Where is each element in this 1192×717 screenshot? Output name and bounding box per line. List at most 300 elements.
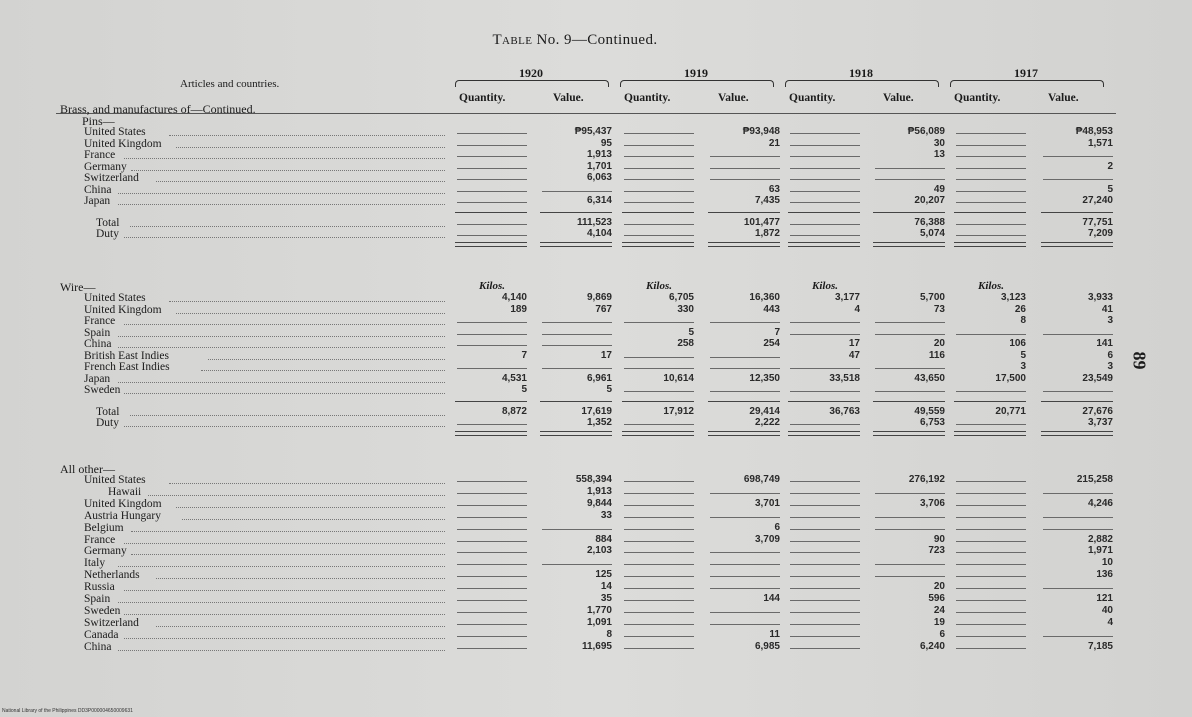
empty-dash — [624, 612, 694, 613]
cell-value: 9,869 — [586, 292, 612, 303]
empty-dash — [790, 224, 860, 225]
empty-dash — [457, 156, 527, 157]
row-label: United States — [84, 126, 146, 138]
table-row — [0, 486, 1192, 498]
cell-value: 6,961 — [586, 372, 612, 384]
empty-dash — [790, 552, 860, 553]
empty-dash — [624, 168, 694, 169]
cell-value: 5 — [688, 326, 694, 338]
cell-value: 20 — [933, 581, 945, 593]
empty-dash — [542, 564, 612, 565]
row-label: Total — [96, 405, 120, 418]
double-rule — [873, 431, 945, 436]
empty-dash — [624, 529, 694, 530]
row-label: Switzerland — [84, 616, 139, 629]
empty-dash — [790, 636, 860, 637]
table-row — [0, 522, 1192, 534]
double-rule — [788, 242, 860, 247]
leader-dots — [201, 370, 445, 371]
row-label: United States — [84, 474, 146, 486]
year-brace — [455, 80, 609, 87]
empty-dash — [956, 564, 1026, 565]
cell-value: 30 — [933, 137, 945, 149]
cell-value: 2,103 — [586, 545, 612, 557]
cell-value: 5 — [1020, 349, 1026, 361]
empty-dash — [956, 224, 1026, 225]
unit-label: Kilos. — [812, 280, 838, 292]
table-row — [0, 384, 1192, 396]
leader-dots — [124, 543, 445, 544]
empty-dash — [710, 552, 780, 553]
cell-value: 10,614 — [663, 372, 694, 384]
cell-value: 17 — [848, 338, 860, 349]
cell-value: 106 — [1009, 338, 1026, 349]
row-label: Switzerland — [84, 172, 139, 184]
table-row — [0, 149, 1192, 161]
total-rule — [622, 401, 694, 402]
cell-value: 36,763 — [829, 405, 860, 417]
cell-value: 6,705 — [668, 292, 694, 303]
empty-dash — [875, 368, 945, 369]
total-rule — [455, 212, 527, 213]
table-row — [0, 217, 1192, 229]
table-row — [0, 557, 1192, 569]
table-row — [0, 228, 1192, 240]
cell-value: 6,063 — [586, 172, 612, 183]
empty-dash — [1043, 391, 1113, 392]
cell-value: 5 — [606, 384, 612, 395]
cell-value: 13 — [933, 149, 945, 160]
cell-value: 3 — [1107, 315, 1113, 326]
leader-dots — [131, 170, 445, 171]
cell-value: 136 — [1096, 569, 1113, 581]
double-rule — [622, 431, 694, 436]
row-label: United States — [84, 292, 146, 304]
empty-dash — [956, 191, 1026, 192]
total-rule — [1041, 212, 1113, 213]
total-rule — [954, 401, 1026, 402]
table-row — [0, 417, 1192, 429]
empty-dash — [956, 334, 1026, 335]
empty-dash — [1043, 529, 1113, 530]
cell-value: 6 — [939, 628, 945, 640]
total-rule — [873, 401, 945, 402]
empty-dash — [457, 345, 527, 346]
leader-dots — [131, 531, 445, 532]
empty-dash — [457, 481, 527, 482]
empty-dash — [956, 493, 1026, 494]
empty-dash — [790, 648, 860, 649]
leader-dots — [130, 415, 445, 416]
year-brace — [620, 80, 774, 87]
cell-value: 3 — [1020, 361, 1026, 372]
row-label: Spain — [84, 326, 111, 339]
row-label: Austria Hungary — [84, 509, 161, 522]
empty-dash — [457, 179, 527, 180]
cell-value: 40 — [1101, 604, 1113, 616]
empty-dash — [956, 648, 1026, 649]
quantity-header: Quantity. — [789, 92, 836, 104]
empty-dash — [790, 493, 860, 494]
table-row — [0, 617, 1192, 629]
empty-dash — [875, 168, 945, 169]
empty-dash — [956, 424, 1026, 425]
cell-value: 63 — [768, 183, 780, 195]
empty-dash — [624, 564, 694, 565]
double-rule — [540, 242, 612, 247]
cell-value: 16,360 — [749, 292, 780, 303]
leader-dots — [124, 590, 445, 591]
empty-dash — [790, 588, 860, 589]
unit-label: Kilos. — [978, 280, 1004, 292]
empty-dash — [790, 517, 860, 518]
row-label: China — [84, 183, 112, 196]
cell-value: 125 — [595, 569, 612, 581]
empty-dash — [710, 576, 780, 577]
cell-value: 884 — [595, 533, 612, 545]
empty-dash — [624, 424, 694, 425]
cell-value: 12,350 — [749, 372, 780, 384]
empty-dash — [875, 391, 945, 392]
empty-dash — [624, 576, 694, 577]
cell-value: 3,709 — [754, 533, 780, 545]
footer-text: National Library of the Philippines DD3P000004650009631 — [2, 708, 133, 714]
empty-dash — [956, 636, 1026, 637]
cell-value: 8 — [1020, 315, 1026, 326]
empty-dash — [790, 322, 860, 323]
cell-value: 20,771 — [995, 405, 1026, 417]
empty-dash — [457, 424, 527, 425]
empty-dash — [710, 564, 780, 565]
empty-dash — [1043, 493, 1113, 494]
cell-value: 41 — [1101, 303, 1113, 315]
empty-dash — [956, 235, 1026, 236]
table-row — [0, 474, 1192, 486]
cell-value: 4,140 — [501, 292, 527, 303]
empty-dash — [956, 588, 1026, 589]
empty-dash — [457, 145, 527, 146]
cell-value: 7 — [774, 326, 780, 338]
cell-value: 4 — [1107, 616, 1113, 628]
total-rule — [622, 212, 694, 213]
empty-dash — [956, 517, 1026, 518]
cell-value: 49 — [933, 183, 945, 195]
cell-value: 24 — [933, 604, 945, 616]
row-label: France — [84, 533, 116, 546]
section-heading: Wire— — [60, 280, 96, 294]
double-rule — [455, 242, 527, 247]
row-label: Italy — [84, 557, 106, 570]
table-row — [0, 629, 1192, 641]
empty-dash — [956, 156, 1026, 157]
empty-dash — [457, 493, 527, 494]
cell-value: 101,477 — [743, 216, 780, 228]
table-row — [0, 184, 1192, 196]
row-label: United Kingdom — [84, 137, 162, 150]
cell-value: 1,091 — [586, 616, 612, 628]
row-label: British East Indies — [84, 349, 169, 362]
cell-value: 1,701 — [586, 160, 612, 172]
leader-dots — [176, 313, 445, 314]
cell-value: 76,388 — [914, 216, 945, 228]
cell-value: ₱48,953 — [1075, 126, 1113, 137]
cell-value: 4,104 — [586, 228, 612, 239]
empty-dash — [624, 648, 694, 649]
cell-value: 6,985 — [754, 640, 780, 652]
double-rule — [622, 242, 694, 247]
table-row — [0, 195, 1192, 207]
empty-dash — [956, 145, 1026, 146]
empty-dash — [790, 424, 860, 425]
cell-value: 17,500 — [995, 372, 1026, 384]
empty-dash — [457, 624, 527, 625]
cell-value: 6,314 — [586, 195, 612, 206]
cell-value: 5,700 — [919, 292, 945, 303]
empty-dash — [457, 168, 527, 169]
cell-value: 141 — [1096, 338, 1113, 349]
leader-dots — [124, 158, 445, 159]
row-label: Germany — [84, 160, 127, 173]
empty-dash — [956, 576, 1026, 577]
empty-dash — [624, 368, 694, 369]
empty-dash — [956, 168, 1026, 169]
leader-dots — [148, 495, 445, 496]
value-header: Value. — [883, 92, 914, 104]
year-3: 1917 — [1014, 66, 1038, 80]
table-row — [0, 373, 1192, 385]
cell-value: 23,549 — [1082, 372, 1113, 384]
empty-dash — [790, 168, 860, 169]
cell-value: 189 — [510, 303, 527, 315]
total-rule — [788, 401, 860, 402]
empty-dash — [956, 133, 1026, 134]
empty-dash — [875, 334, 945, 335]
table-row — [0, 581, 1192, 593]
cell-value: 8 — [606, 628, 612, 640]
cell-value: 767 — [595, 303, 612, 315]
empty-dash — [624, 357, 694, 358]
leader-dots — [156, 578, 445, 579]
cell-value: 17,912 — [663, 405, 694, 417]
double-rule — [1041, 242, 1113, 247]
leader-dots — [118, 382, 445, 383]
empty-dash — [457, 191, 527, 192]
empty-dash — [624, 391, 694, 392]
cell-value: 43,650 — [914, 372, 945, 384]
page-number: 89 — [1129, 351, 1150, 370]
double-rule — [708, 431, 780, 436]
double-rule — [788, 431, 860, 436]
value-header: Value. — [1048, 92, 1079, 104]
row-label: United Kingdom — [84, 497, 162, 510]
cell-value: 27,240 — [1082, 195, 1113, 206]
empty-dash — [624, 191, 694, 192]
cell-value: 3,737 — [1087, 417, 1113, 428]
cell-value: 3 — [1107, 361, 1113, 372]
cell-value: 6 — [1107, 349, 1113, 361]
cell-value: 1,913 — [586, 149, 612, 160]
cell-value: 4,246 — [1087, 497, 1113, 509]
empty-dash — [1043, 588, 1113, 589]
empty-dash — [710, 517, 780, 518]
cell-value: 330 — [677, 303, 694, 315]
table-row — [0, 315, 1192, 327]
empty-dash — [457, 636, 527, 637]
empty-dash — [790, 145, 860, 146]
cell-value: 95 — [600, 137, 612, 149]
unit-label: Kilos. — [479, 280, 505, 292]
empty-dash — [956, 202, 1026, 203]
leader-dots — [176, 147, 445, 148]
empty-dash — [710, 156, 780, 157]
leader-dots — [124, 638, 445, 639]
total-rule — [1041, 401, 1113, 402]
empty-dash — [790, 368, 860, 369]
empty-dash — [624, 493, 694, 494]
empty-dash — [624, 541, 694, 542]
double-rule — [954, 242, 1026, 247]
empty-dash — [710, 391, 780, 392]
row-label: Japan — [84, 195, 111, 207]
row-label: Total — [96, 216, 120, 229]
cell-value: 19 — [933, 616, 945, 628]
empty-dash — [790, 576, 860, 577]
leader-dots — [124, 393, 445, 394]
empty-dash — [624, 600, 694, 601]
empty-dash — [956, 529, 1026, 530]
unit-label: Kilos. — [646, 280, 672, 292]
cell-value: 47 — [848, 349, 860, 361]
cell-value: 3,706 — [919, 497, 945, 509]
empty-dash — [457, 529, 527, 530]
cell-value: 7,209 — [1087, 228, 1113, 239]
cell-value: 558,394 — [575, 474, 612, 485]
empty-dash — [457, 235, 527, 236]
empty-dash — [542, 529, 612, 530]
empty-dash — [542, 345, 612, 346]
total-rule — [873, 212, 945, 213]
cell-value: 596 — [928, 593, 945, 604]
table-row — [0, 361, 1192, 373]
cell-value: 8,872 — [501, 405, 527, 417]
empty-dash — [710, 357, 780, 358]
table-row — [0, 350, 1192, 362]
empty-dash — [624, 588, 694, 589]
quantity-header: Quantity. — [624, 92, 671, 104]
empty-dash — [710, 368, 780, 369]
empty-dash — [1043, 636, 1113, 637]
empty-dash — [790, 334, 860, 335]
table-row — [0, 406, 1192, 418]
empty-dash — [1043, 517, 1113, 518]
empty-dash — [457, 133, 527, 134]
double-rule — [455, 431, 527, 436]
empty-dash — [624, 202, 694, 203]
table-row — [0, 569, 1192, 581]
empty-dash — [790, 612, 860, 613]
leader-dots — [124, 426, 445, 427]
empty-dash — [624, 517, 694, 518]
cell-value: 35 — [600, 593, 612, 604]
leader-dots — [118, 193, 445, 194]
empty-dash — [790, 529, 860, 530]
double-rule — [954, 431, 1026, 436]
empty-dash — [790, 202, 860, 203]
total-rule — [788, 212, 860, 213]
row-label: France — [84, 315, 116, 327]
value-header: Value. — [553, 92, 584, 104]
empty-dash — [790, 133, 860, 134]
empty-dash — [1043, 179, 1113, 180]
leader-dots — [118, 602, 445, 603]
cell-value: 144 — [763, 593, 780, 604]
empty-dash — [875, 529, 945, 530]
section-heading: All other— — [60, 462, 115, 476]
table-row — [0, 534, 1192, 546]
cell-value: 26 — [1014, 303, 1026, 315]
cell-value: 77,751 — [1082, 216, 1113, 228]
cell-value: 258 — [677, 338, 694, 349]
year-0: 1920 — [519, 66, 543, 80]
empty-dash — [457, 224, 527, 225]
empty-dash — [875, 322, 945, 323]
cell-value: 33 — [600, 509, 612, 521]
empty-dash — [457, 552, 527, 553]
double-rule — [708, 242, 780, 247]
empty-dash — [624, 552, 694, 553]
articles-header: Articles and countries. — [180, 78, 280, 90]
cell-value: 443 — [763, 303, 780, 315]
cell-value: 5 — [1107, 183, 1113, 195]
empty-dash — [790, 624, 860, 625]
empty-dash — [710, 179, 780, 180]
empty-dash — [956, 612, 1026, 613]
empty-dash — [875, 564, 945, 565]
row-label: Duty — [96, 417, 119, 429]
total-rule — [708, 212, 780, 213]
cell-value: 6,753 — [919, 417, 945, 428]
empty-dash — [790, 391, 860, 392]
empty-dash — [790, 179, 860, 180]
empty-dash — [1043, 156, 1113, 157]
cell-value: 111,523 — [576, 216, 612, 228]
cell-value: 215,258 — [1076, 474, 1113, 485]
row-label: Germany — [84, 545, 127, 558]
cell-value: 698,749 — [743, 474, 780, 485]
empty-dash — [956, 505, 1026, 506]
section-heading: Brass, and manufactures of—Continued. — [60, 102, 256, 116]
cell-value: 10 — [1101, 557, 1113, 569]
cell-value: 254 — [763, 338, 780, 349]
empty-dash — [956, 481, 1026, 482]
cell-value: 1,913 — [586, 485, 612, 497]
section-subheading: Pins— — [82, 114, 115, 128]
cell-value: 276,192 — [908, 474, 945, 485]
leader-dots — [130, 226, 445, 227]
empty-dash — [457, 541, 527, 542]
cell-value: 3,701 — [754, 497, 780, 509]
cell-value: 121 — [1096, 593, 1113, 604]
cell-value: 3,177 — [834, 292, 860, 303]
table-row — [0, 161, 1192, 173]
cell-value: 3,933 — [1087, 292, 1113, 303]
leader-dots — [156, 626, 445, 627]
empty-dash — [710, 588, 780, 589]
empty-dash — [624, 156, 694, 157]
row-label: Duty — [96, 228, 119, 240]
table-row — [0, 498, 1192, 510]
cell-value: 2 — [1107, 160, 1113, 172]
